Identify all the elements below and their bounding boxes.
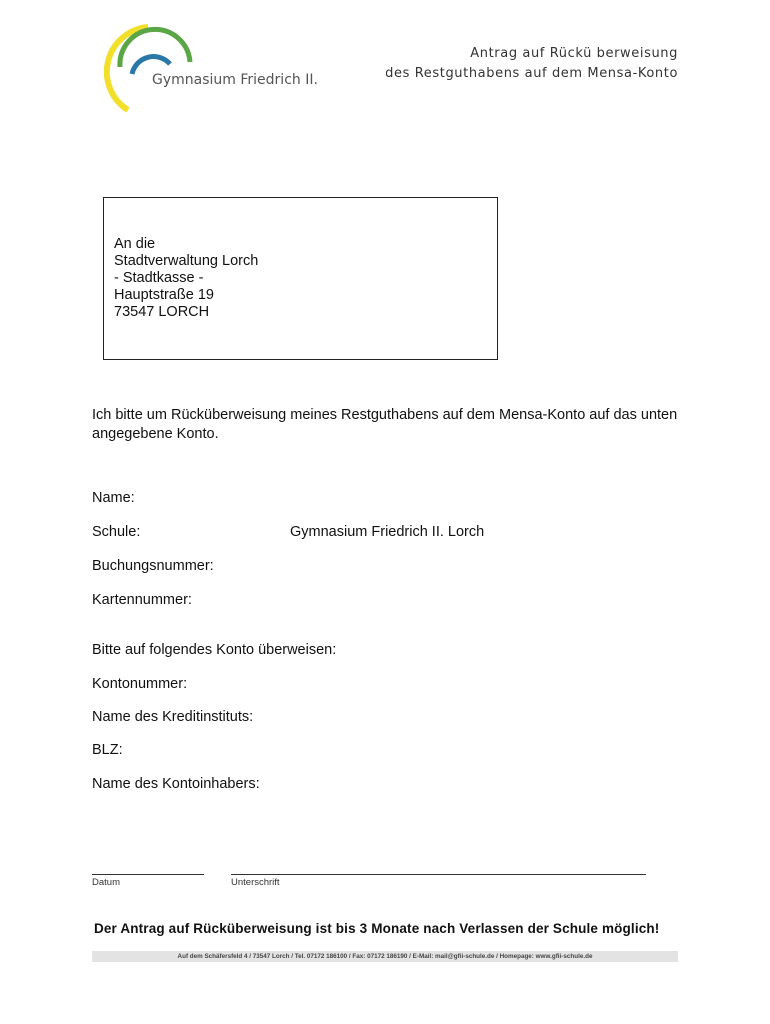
address-line: Stadtverwaltung Lorch bbox=[114, 253, 259, 269]
kontoinhaber-label: Name des Kontoinhabers: bbox=[92, 776, 260, 792]
address-line: - Stadtkasse - bbox=[114, 270, 204, 286]
document-title bbox=[385, 44, 678, 84]
kontonummer-label: Kontonummer: bbox=[92, 676, 188, 692]
footer-text: Auf dem Schäfersfeld 4 / 73547 Lorch / Tel. 07172 186100 / Fax: 07172 186190 / E-Mail: mail@gfii-schule.de / Homepage: www.gfii-schule.de bbox=[177, 953, 593, 960]
buchungsnummer-label: Buchungsnummer: bbox=[92, 558, 214, 574]
schule-label: Schule: bbox=[92, 524, 141, 540]
signature-label: Unterschrift bbox=[231, 877, 280, 888]
document-title-line-2: des Restguthabens auf dem Mensa-Konto bbox=[385, 66, 678, 81]
date-line[interactable] bbox=[92, 874, 204, 875]
address-box bbox=[103, 197, 498, 360]
schule-value: Gymnasium Friedrich II. Lorch bbox=[290, 524, 485, 540]
document-title-line-1: Antrag auf Rückü berweisung bbox=[470, 46, 678, 61]
address-line: An die bbox=[114, 236, 156, 252]
name-label: Name: bbox=[92, 490, 135, 506]
notice-text: Der Antrag auf Rücküberweisung ist bis 3 Monate nach Verlassen der Schule möglich! bbox=[94, 921, 660, 936]
intro-text: Ich bitte um Rücküberweisung meines Restguthabens auf dem Mensa-Konto auf das unten angegebene Konto. bbox=[92, 407, 678, 442]
address-line: 73547 LORCH bbox=[114, 304, 210, 320]
kartennummer-label: Kartennummer: bbox=[92, 592, 192, 608]
logo-text: Gymnasium Friedrich II. bbox=[152, 72, 318, 88]
signature-line[interactable] bbox=[231, 874, 646, 875]
konto-heading: Bitte auf folgendes Konto überweisen: bbox=[92, 642, 337, 658]
address-lines bbox=[114, 236, 258, 321]
footer-bar bbox=[92, 951, 678, 962]
address-line: Hauptstraße 19 bbox=[114, 287, 214, 303]
kreditinstitut-label: Name des Kreditinstituts: bbox=[92, 709, 254, 725]
school-logo bbox=[98, 22, 328, 122]
date-label: Datum bbox=[92, 877, 120, 888]
blz-label: BLZ: bbox=[92, 742, 123, 758]
